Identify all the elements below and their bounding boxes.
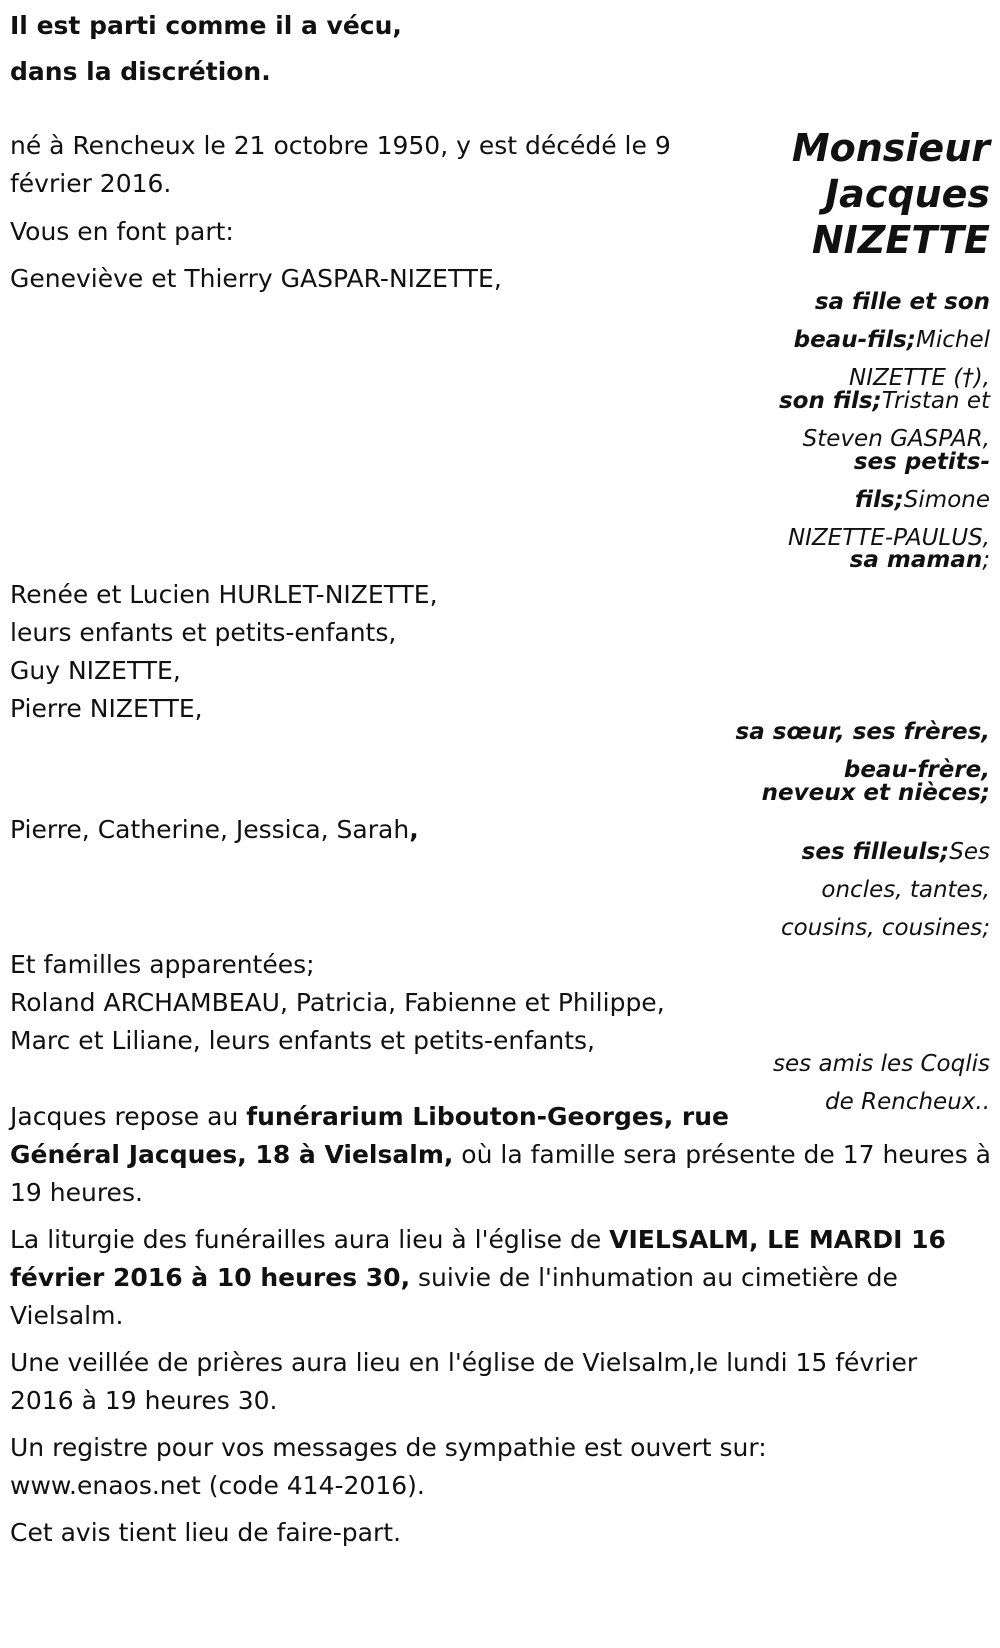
deceased-title: Monsieur [791,126,990,170]
role-mother [850,540,990,580]
role-brother-in-law: beau-frère, [843,757,990,783]
liturgy-text-2: suivie de l'inhumation au cimetière de [410,1263,898,1292]
godchildren-names: Pierre, Catherine, Jessica, Sarah [10,815,410,844]
registry-link[interactable]: www.enaos.net (code 414-2016). [10,1471,425,1500]
role-daughter: sa fille et son [814,289,990,315]
birth-line-2: février 2016. [10,169,172,198]
sister-line: Renée et Lucien HURLET-NIZETTE, [10,580,438,609]
repose-bold-1: funérarium Libouton-Georges, rue [246,1102,729,1131]
liturgy-line-1 [10,1220,946,1260]
repose-text-2: où la famille sera présente de 17 heures à [453,1140,991,1169]
registry-line-1: Un registre pour vos messages de sympathie est ouvert sur: [10,1433,767,1462]
liturgy-line-2 [10,1258,898,1298]
closing-line: Cet avis tient lieu de faire-part. [10,1518,402,1547]
role-son [779,381,990,421]
role-grandsons-bold: fils; [854,487,904,513]
liturgy-bold-1: VIELSALM, LE MARDI 16 [609,1225,946,1254]
related-families-line: Et familles apparentées; [10,950,315,979]
role-son-in-law-name: Michel [916,327,990,353]
liturgy-line-3: Vielsalm. [10,1301,124,1330]
sister-children-line: leurs enfants et petits-enfants, [10,618,397,647]
role-mother-name: Simone [903,487,990,513]
role-son-name: NIZETTE (†), [849,365,990,391]
role-godchildren-bold: ses filleuls; [801,839,950,865]
role-friends-2: de Rencheux.. [825,1089,990,1115]
vigil-line-2: 2016 à 19 heures 30. [10,1386,278,1415]
role-siblings: sa sœur, ses frères, [735,719,990,745]
role-son-in-law [794,320,990,360]
friends-line-2: Marc et Liliane, leurs enfants et petits-enfants, [10,1026,595,1055]
role-son-bold: son fils; [778,388,882,414]
header-line-2: dans la discrétion. [10,57,271,86]
role-son-names: Tristan et [881,388,990,414]
repose-line-2 [10,1135,991,1175]
godchildren-comma: , [409,815,419,844]
godchildren-line [10,810,419,850]
repose-line-1 [10,1097,729,1137]
liturgy-bold-2: février 2016 à 10 heures 30, [10,1263,411,1292]
friends-line-1: Roland ARCHAMBEAU, Patricia, Fabienne et Philippe, [10,988,665,1017]
role-cousins: cousins, cousines; [781,915,990,941]
daughter-line: Geneviève et Thierry GASPAR-NIZETTE, [10,264,502,293]
role-nephews: neveux et nièces; [761,780,990,806]
role-mother-bold: sa maman [849,547,983,573]
repose-line-3: 19 heures. [10,1178,143,1207]
role-grandsons-1: ses petits- [853,449,990,475]
header-line-1: Il est parti comme il a vécu, [10,11,402,40]
role-godchildren [802,832,990,872]
brother-1-line: Guy NIZETTE, [10,656,181,685]
role-mother-surname: NIZETTE-PAULUS, [787,525,990,551]
brother-2-line: Pierre NIZETTE, [10,694,203,723]
role-uncles: oncles, tantes, [821,877,990,903]
role-son-in-law-bold: beau-fils; [793,327,916,353]
role-grandson-name: Steven GASPAR, [802,426,990,452]
deceased-last-name: NIZETTE [811,218,990,262]
liturgy-text-1: La liturgie des funérailles aura lieu à l'église de [10,1225,610,1254]
repose-bold-2: Général Jacques, 18 à Vielsalm, [10,1140,454,1169]
announce-line: Vous en font part: [10,217,234,246]
role-grandsons-2 [855,480,990,520]
role-friends-1: ses amis les Coqlis [773,1051,990,1077]
role-mother-semicolon: ; [982,547,990,573]
deceased-first-name: Jacques [825,172,990,216]
vigil-line-1: Une veillée de prières aura lieu en l'église de Vielsalm,le lundi 15 février [10,1348,918,1377]
repose-text-1: Jacques repose au [10,1102,247,1131]
role-uncles-start: Ses [949,839,990,865]
birth-line-1: né à Rencheux le 21 octobre 1950, y est décédé le 9 [10,131,671,160]
